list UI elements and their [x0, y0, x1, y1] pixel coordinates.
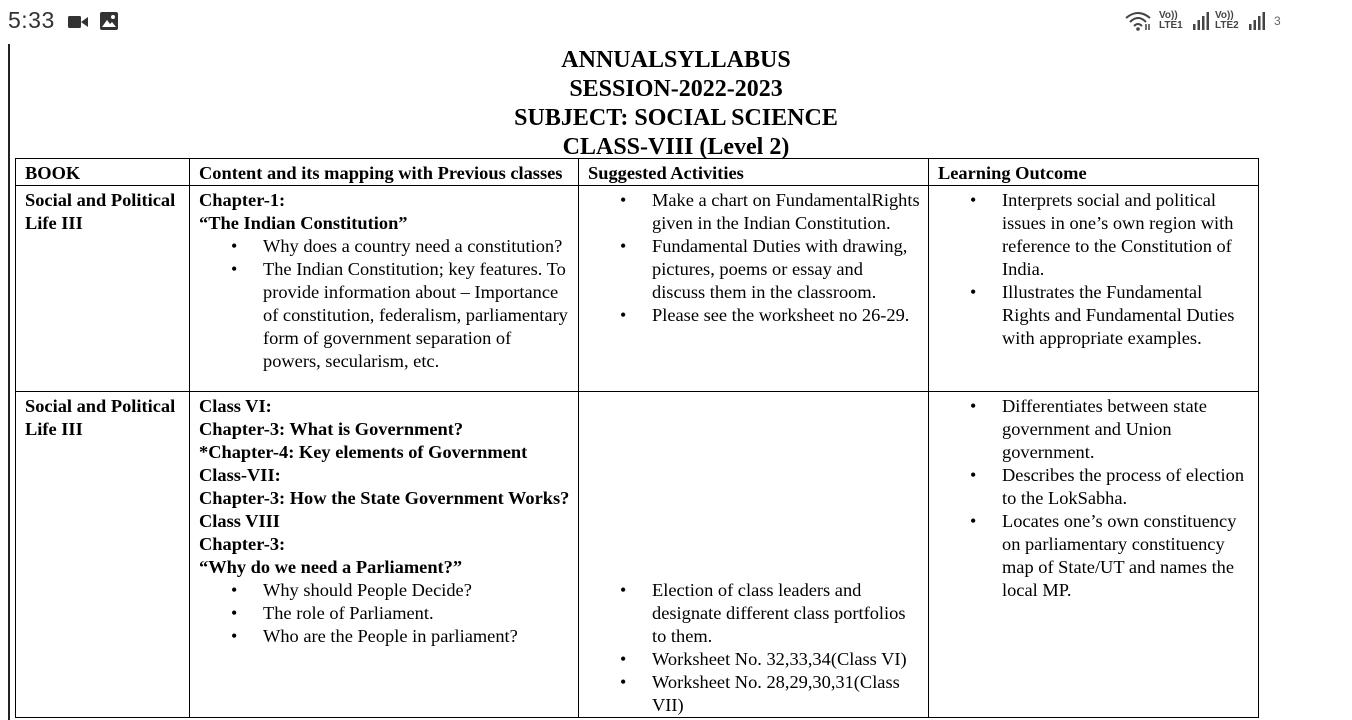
- activities-list: [588, 189, 920, 327]
- header-outcome: Learning Outcome: [929, 159, 1259, 186]
- list-item: • Worksheet No. 32,33,34(Class VI): [652, 648, 920, 671]
- content-heading: Chapter-3: How the State Government Works?: [199, 488, 570, 508]
- sim2-lte: LTE2: [1215, 20, 1239, 31]
- content-heading: Class VIII: [199, 511, 280, 531]
- list-item: • Locates one’s own constituency on parliamentary constituency map of State/UT and names the local MP.: [1002, 510, 1250, 602]
- network-label-sim2: [1215, 11, 1239, 31]
- list-item: • Please see the worksheet no 26-29.: [652, 304, 920, 327]
- status-time: 5:33: [8, 7, 55, 33]
- outcome-cell: [929, 186, 1259, 392]
- content-heading: Class-VII:: [199, 465, 281, 485]
- title-line: SUBJECT: SOCIAL SCIENCE: [514, 105, 838, 131]
- content-heading: “The Indian Constitution”: [199, 213, 408, 233]
- content-cell: [190, 392, 579, 718]
- list-item: • Who are the People in parliament?: [263, 625, 570, 648]
- content-heading: Class VI:: [199, 396, 272, 416]
- table-header-row: [16, 159, 1259, 186]
- syllabus-table: [15, 158, 1259, 718]
- status-bar: [0, 0, 1280, 42]
- header-book: BOOK: [16, 159, 190, 186]
- header-activities: Suggested Activities: [579, 159, 929, 186]
- content-cell: [190, 186, 579, 392]
- content-bullet-list: [199, 579, 570, 648]
- table-row: [16, 186, 1259, 392]
- header-content: Content and its mapping with Previous classes: [190, 159, 579, 186]
- list-item: • Fundamental Duties with drawing, pictures, poems or essay and discuss them in the classroom.: [652, 235, 920, 304]
- signal-icon: [1248, 12, 1266, 35]
- content-heading: “Why do we need a Parliament?”: [199, 557, 463, 577]
- list-item: • Differentiates between state government and Union government.: [1002, 395, 1250, 464]
- cell-spacer: [588, 395, 920, 579]
- list-item: • Interprets social and political issues in one’s own region with reference to the Constitution of India.: [1002, 189, 1250, 281]
- activities-cell: [579, 186, 929, 392]
- sim2-volte: Vo)): [1215, 10, 1234, 21]
- title-line: ANNUALSYLLABUS: [561, 47, 791, 73]
- list-item: • Election of class leaders and designate different class portfolios to them.: [652, 579, 920, 648]
- wifi-icon: [1124, 10, 1152, 37]
- battery-level: 3: [1274, 14, 1281, 28]
- list-item: • The role of Parliament.: [263, 602, 570, 625]
- sim1-lte: LTE1: [1159, 20, 1183, 31]
- content-heading: Chapter-3: What is Government?: [199, 419, 464, 439]
- document-title-block: [0, 46, 1352, 162]
- network-label-sim1: [1159, 11, 1183, 31]
- list-item: • The Indian Constitution; key features. To provide information about – Importance of constitution, federalism, parliamentary form of government separation of powers, secularism, etc.: [263, 258, 570, 373]
- list-item: • Describes the process of election to the LokSabha.: [1002, 464, 1250, 510]
- list-item: • Why should People Decide?: [263, 579, 570, 602]
- list-item: • Make a chart on FundamentalRights given in the Indian Constitution.: [652, 189, 920, 235]
- outcome-cell: [929, 392, 1259, 718]
- book-cell: Social and Political Life III: [16, 392, 190, 718]
- list-item: • Illustrates the Fundamental Rights and Fundamental Duties with appropriate examples.: [1002, 281, 1250, 350]
- table-row: [16, 392, 1259, 718]
- activities-cell: [579, 392, 929, 718]
- list-item: • Why does a country need a constitution?: [263, 235, 570, 258]
- outcome-list: [938, 395, 1250, 602]
- sim1-volte: Vo)): [1159, 10, 1178, 21]
- activities-list: [588, 579, 920, 717]
- signal-icon: [1192, 12, 1210, 35]
- gallery-icon: [99, 11, 119, 36]
- content-bullet-list: [199, 235, 570, 373]
- outcome-list: [938, 189, 1250, 350]
- content-heading: *Chapter-4: Key elements of Government: [199, 442, 528, 462]
- content-heading: Chapter-3:: [199, 534, 286, 554]
- list-item: • Worksheet No. 28,29,30,31(Class VII): [652, 671, 920, 717]
- content-heading: Chapter-1:: [199, 190, 286, 210]
- book-cell: Social and Political Life III: [16, 186, 190, 392]
- title-line: SESSION-2022-2023: [569, 76, 783, 102]
- title-line: CLASS-VIII (Level 2): [562, 134, 790, 160]
- video-camera-icon: [68, 15, 88, 34]
